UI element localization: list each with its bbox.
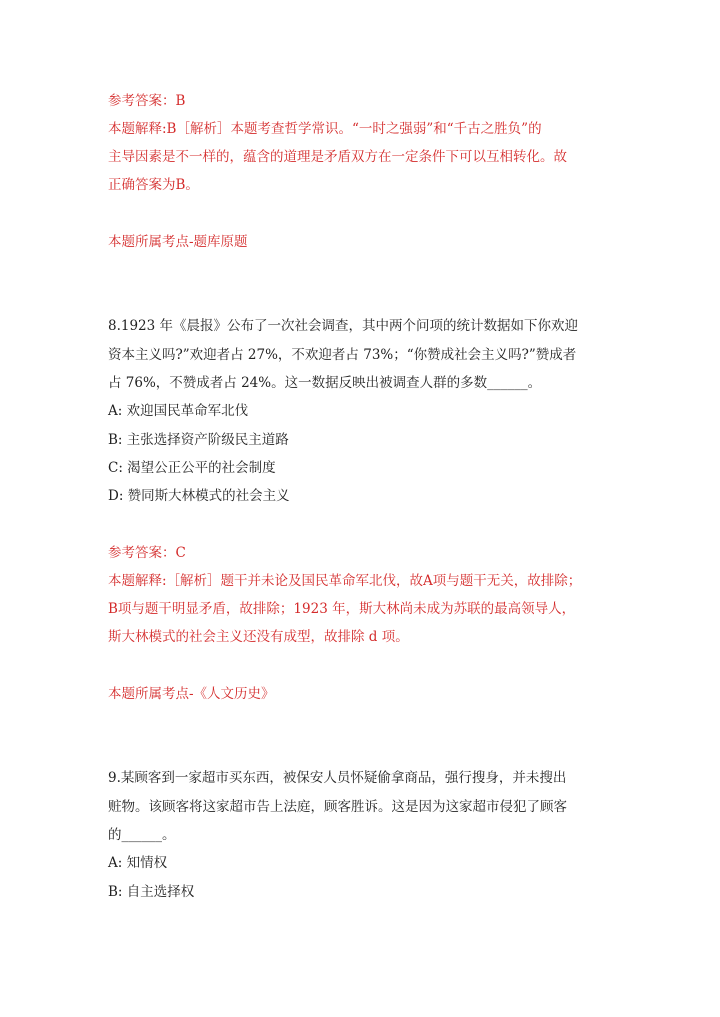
q9-option-a: A: 知情权 [108, 855, 168, 871]
q8-stem-line-2: 资本主义吗?”欢迎者占 27%，不欢迎者占 73%；“你赞成社会主义吗?”赞成者 [108, 347, 577, 363]
q9-option-b: B: 自主选择权 [108, 884, 195, 900]
q8-explanation-line-2: B项与题干明显矛盾，故排除；1923 年，斯大林尚未成为苏联的最高领导人， [108, 601, 576, 617]
q8-option-c: C: 渴望公正公平的社会制度 [108, 460, 276, 476]
q8-option-a: A: 欢迎国民革命军北伐 [108, 403, 249, 419]
q8-stem-line-3: 占 76%，不赞成者占 24%。这一数据反映出被调查人群的多数______。 [108, 375, 542, 391]
q7-topic: 本题所属考点-题库原题 [108, 234, 248, 250]
q7-explanation-line-1: 本题解释:B［解析］本题考查哲学常识。“一时之强弱”和“千古之胜负”的 [108, 121, 542, 137]
q9-stem-line-2: 赃物。该顾客将这家超市告上法庭，顾客胜诉。这是因为这家超市侵犯了顾客 [108, 799, 567, 815]
q8-stem-line-1: 8.1923 年《晨报》公布了一次社会调查，其中两个问项的统计数据如下你欢迎 [108, 318, 579, 334]
q9-stem-line-1: 9.某顾客到一家超市买东西，被保安人员怀疑偷拿商品，强行搜身，并未搜出 [108, 770, 567, 786]
q7-explanation-line-3: 正确答案为B。 [108, 177, 199, 193]
q8-option-b: B: 主张选择资产阶级民主道路 [108, 432, 289, 448]
q7-explanation-line-2: 主导因素是不一样的，蕴含的道理是矛盾双方在一定条件下可以互相转化。故 [108, 149, 567, 165]
q8-explanation-line-3: 斯大林模式的社会主义还没有成型，故排除 d 项。 [108, 629, 409, 645]
q9-stem-line-3: 的______。 [108, 827, 176, 843]
q7-answer: 参考答案：B [108, 93, 186, 109]
q8-answer: 参考答案：C [108, 545, 186, 561]
q8-topic: 本题所属考点-《人文历史》 [108, 686, 275, 702]
q8-explanation-line-1: 本题解释:［解析］题干并未论及国民革命军北伐，故A项与题干无关，故排除； [108, 573, 582, 589]
q8-option-d: D: 赞同斯大林模式的社会主义 [108, 488, 290, 504]
